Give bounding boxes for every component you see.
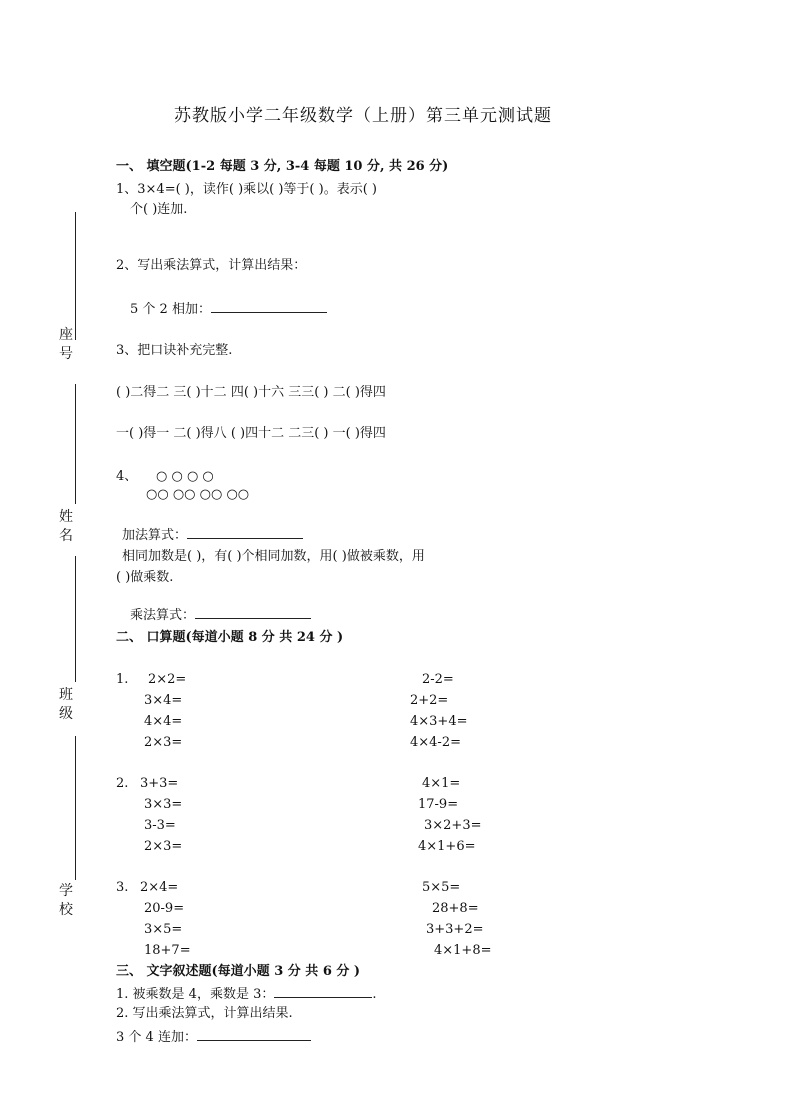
q4-add-label: 加法算式： xyxy=(122,528,188,543)
q4-mul xyxy=(130,606,311,624)
s3-q3-answer-line[interactable] xyxy=(197,1028,311,1041)
g3-left-4: 18+7= xyxy=(144,943,191,958)
q1-line1: 1、3×4=( )，读作( )乘以( )等于( )。表示( ) xyxy=(116,182,377,197)
section1-heading: 一、 填空题(1-2 每题 3 分, 3-4 每题 10 分, 共 26 分) xyxy=(116,159,449,174)
q2-text: 2、写出乘法算式，计算出结果： xyxy=(116,258,307,273)
group1-number: 1. xyxy=(116,672,129,687)
margin-line-4 xyxy=(75,736,76,880)
q4-add-answer-line[interactable] xyxy=(187,526,303,539)
s3-q1-period: . xyxy=(372,987,377,1002)
g3-left-3: 3×5= xyxy=(144,922,183,937)
s3-q2: 2. 写出乘法算式，计算出结果. xyxy=(116,1006,293,1021)
g2-left-3: 3-3= xyxy=(144,818,176,833)
g3-right-4: 4×1+8= xyxy=(434,943,492,958)
g3-left-1: 2×4= xyxy=(140,880,179,895)
q4-label: 4、 xyxy=(116,469,138,484)
q4-mul-label: 乘法算式： xyxy=(130,608,196,623)
margin-line-2 xyxy=(75,384,76,504)
s3-q3 xyxy=(116,1028,311,1046)
q3-row1: ( )二得二 三( )十二 四( )十六 三三( ) 二( )得四 xyxy=(116,385,386,400)
g2-right-3: 3×2+3= xyxy=(424,818,482,833)
g1-left-2: 3×4= xyxy=(144,693,183,708)
g2-left-4: 2×3= xyxy=(144,839,183,854)
group3-number: 3. xyxy=(116,880,129,895)
school-label: 学校 xyxy=(59,883,73,918)
g2-right-4: 4×1+6= xyxy=(418,839,476,854)
q4-circles-top: ○ ○ ○ ○ xyxy=(156,469,214,484)
page-title: 苏教版小学二年级数学（上册）第三单元测试题 xyxy=(174,106,552,126)
group2-number: 2. xyxy=(116,776,129,791)
q3-row2: 一( )得一 二( )得八 ( )四十二 二三( ) 一( )得四 xyxy=(116,426,386,441)
q4-circles-bottom: ○○ ○○ ○○ ○○ xyxy=(146,487,250,502)
g2-right-1: 4×1= xyxy=(422,776,461,791)
g1-right-2: 2+2= xyxy=(410,693,449,708)
g3-right-2: 28+8= xyxy=(432,901,479,916)
g1-left-1: 2×2= xyxy=(148,672,187,687)
q4-line2: ( )做乘数. xyxy=(116,570,174,585)
g1-left-3: 4×4= xyxy=(144,714,183,729)
g1-right-4: 4×4-2= xyxy=(410,735,461,750)
g2-right-2: 17-9= xyxy=(418,797,459,812)
s3-q1 xyxy=(116,985,376,1003)
g2-left-1: 3+3= xyxy=(140,776,179,791)
margin-line-3 xyxy=(75,556,76,682)
g2-left-2: 3×3= xyxy=(144,797,183,812)
q2-answer-line[interactable] xyxy=(211,300,327,313)
q4-add xyxy=(122,526,303,544)
g1-right-1: 2-2= xyxy=(422,672,454,687)
section2-heading: 二、 口算题(每道小题 8 分 共 24 分 ) xyxy=(116,630,344,645)
s3-q1-text: 1. 被乘数是 4，乘数是 3： xyxy=(116,987,275,1002)
g1-right-3: 4×3+4= xyxy=(410,714,468,729)
q2-sub xyxy=(130,300,327,318)
section3-heading: 三、 文字叙述题(每道小题 3 分 共 6 分 ) xyxy=(116,964,361,979)
name-label: 姓名 xyxy=(59,509,73,544)
g3-right-3: 3+3+2= xyxy=(426,922,484,937)
margin-line-1 xyxy=(75,212,76,340)
g1-left-4: 2×3= xyxy=(144,735,183,750)
q4-line1: 相同加数是( )，有( )个相同加数，用( )做被乘数，用 xyxy=(122,549,425,564)
g3-left-2: 20-9= xyxy=(144,901,185,916)
q2-sub-label: 5 个 2 相加： xyxy=(130,302,211,317)
class-label: 班级 xyxy=(59,687,73,722)
g3-right-1: 5×5= xyxy=(422,880,461,895)
q1-line2: 个( )连加. xyxy=(130,202,188,217)
q4-mul-answer-line[interactable] xyxy=(195,606,311,619)
s3-q1-answer-line[interactable] xyxy=(274,985,372,998)
seat-number-label: 座号 xyxy=(59,327,73,362)
q3-text: 3、把口诀补充完整. xyxy=(116,343,233,358)
s3-q3-text: 3 个 4 连加： xyxy=(116,1030,197,1045)
